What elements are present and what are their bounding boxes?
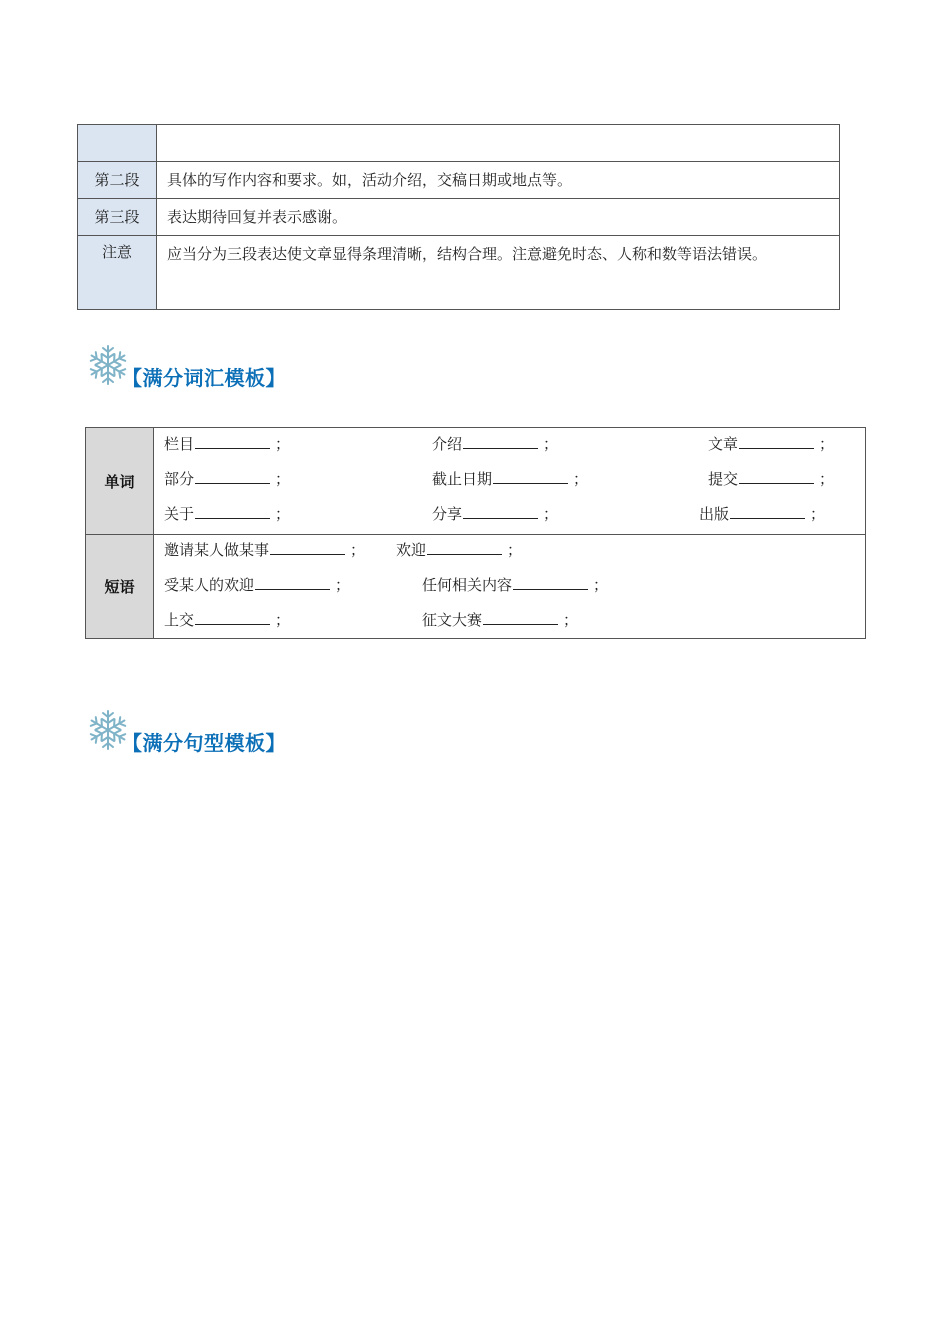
phrases-cell	[154, 535, 866, 639]
phrase-item: 受某人的欢迎 ；	[164, 576, 351, 594]
phrase-item: 征文大赛 ；	[422, 611, 579, 629]
row-label: 注意	[78, 236, 157, 310]
row-label	[78, 125, 157, 162]
row-text	[157, 125, 840, 162]
phrase-item: 任何相关内容 ；	[422, 576, 609, 594]
section-title: 【满分句型模板】	[122, 731, 286, 755]
words-cell	[154, 428, 866, 535]
fill-blank[interactable]	[195, 468, 270, 484]
fill-blank[interactable]	[483, 609, 558, 625]
fill-blank[interactable]	[195, 609, 270, 625]
fill-blank[interactable]	[195, 503, 270, 519]
fill-blank[interactable]	[739, 433, 814, 449]
fill-blank[interactable]	[463, 503, 538, 519]
fill-blank[interactable]	[493, 468, 568, 484]
table-row	[86, 428, 866, 535]
vocab-item: 截止日期 ；	[432, 470, 589, 488]
vocab-item: 提交 ；	[708, 470, 835, 488]
vocab-item: 分享 ；	[432, 505, 559, 523]
vocab-item: 关于 ；	[164, 505, 291, 523]
vocab-item: 部分 ；	[164, 470, 291, 488]
phrase-item: 欢迎 ；	[396, 541, 523, 559]
vocab-item: 栏目 ；	[164, 435, 291, 453]
section-title: 【满分词汇模板】	[122, 366, 286, 390]
row-label: 第三段	[78, 199, 157, 236]
table-row	[78, 162, 840, 199]
fill-blank[interactable]	[427, 539, 502, 555]
vocab-item: 出版 ；	[699, 505, 826, 523]
fill-blank[interactable]	[730, 503, 805, 519]
structure-table	[77, 124, 840, 310]
fill-blank[interactable]	[195, 433, 270, 449]
fill-blank[interactable]	[513, 574, 588, 590]
row-label: 第二段	[78, 162, 157, 199]
row-text: 应当分为三段表达使文章显得条理清晰，结构合理。注意避免时态、人称和数等语法错误。	[157, 236, 840, 310]
words-label: 单词	[86, 428, 154, 535]
row-text: 表达期待回复并表示感谢。	[157, 199, 840, 236]
table-row	[78, 199, 840, 236]
vocab-item: 文章 ；	[708, 435, 835, 453]
vocab-item: 介绍 ；	[432, 435, 559, 453]
fill-blank[interactable]	[739, 468, 814, 484]
fill-blank[interactable]	[255, 574, 330, 590]
table-row	[86, 535, 866, 639]
fill-blank[interactable]	[463, 433, 538, 449]
vocab-table	[85, 427, 866, 639]
table-row	[78, 236, 840, 310]
phrase-item: 上交 ；	[164, 611, 291, 629]
row-text: 具体的写作内容和要求。如，活动介绍，交稿日期或地点等。	[157, 162, 840, 199]
table-row	[78, 125, 840, 162]
phrase-item: 邀请某人做某事 ；	[164, 541, 366, 559]
fill-blank[interactable]	[270, 539, 345, 555]
phrases-label: 短语	[86, 535, 154, 639]
